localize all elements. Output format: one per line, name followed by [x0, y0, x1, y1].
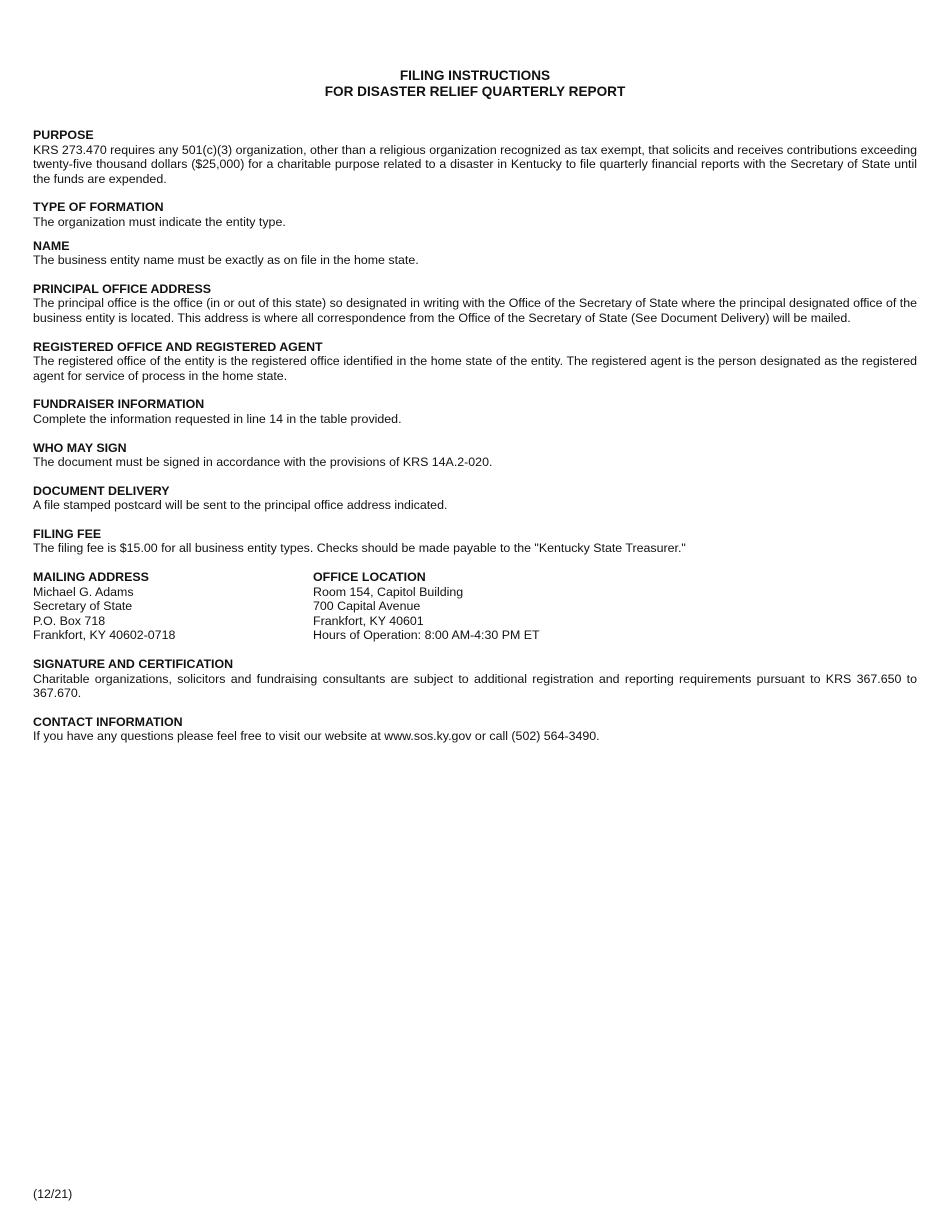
mailing-address-line: Secretary of State [33, 599, 133, 614]
section-signature-certification [33, 657, 917, 701]
section-body: Charitable organizations, solicitors and fundraising consultants are subject to additional registration and reporting requirements pursuant to KRS 367.650 to 367.670. [33, 671, 917, 701]
section-heading: SIGNATURE AND CERTIFICATION [33, 657, 234, 672]
title-line-1: FILING INSTRUCTIONS [399, 68, 551, 83]
section-heading: PURPOSE [33, 128, 94, 142]
office-location-line: 700 Capital Avenue [313, 599, 421, 614]
section-heading: FILING FEE [33, 526, 102, 541]
office-location-heading: OFFICE LOCATION [313, 570, 426, 585]
section-principal-office [33, 282, 917, 326]
document-page [33, 68, 917, 758]
revision-date: (12/21) [33, 1187, 73, 1201]
section-body: KRS 273.470 requires any 501(c)(3) organization, other than a religious organization recognized as tax exempt, that solicits and receives contributions exceeding twenty-five thousand dollars ($25,000) for a charitable purpose related to a disaster in Kentucky to file quarterly financial reports with the Secretary of State until the funds are expended. [33, 142, 917, 186]
office-location-line: Room 154, Capitol Building [313, 584, 464, 599]
section-heading: PRINCIPAL OFFICE ADDRESS [33, 281, 212, 296]
section-heading: REGISTERED OFFICE AND REGISTERED AGENT [33, 339, 323, 354]
mailing-address-line: P.O. Box 718 [33, 613, 106, 628]
address-block [33, 570, 917, 643]
section-heading: TYPE OF FORMATION [33, 200, 164, 215]
section-name [33, 239, 917, 268]
section-heading: CONTACT INFORMATION [33, 714, 183, 729]
section-body: The organization must indicate the entity type. [33, 214, 286, 229]
office-location [313, 570, 917, 643]
mailing-address-line: Michael G. Adams [33, 584, 134, 599]
title-line-2: FOR DISASTER RELIEF QUARTERLY REPORT [324, 83, 626, 99]
mailing-address-line: Frankfort, KY 40602-0718 [33, 628, 176, 643]
section-heading: FUNDRAISER INFORMATION [33, 397, 205, 412]
section-contact-information [33, 715, 917, 744]
section-document-delivery [33, 484, 917, 513]
section-body: The registered office of the entity is the registered office identified in the home state of the entity. The registered agent is the person designated as the registered agent for service of process in the home state. [33, 354, 917, 383]
section-who-may-sign [33, 441, 917, 470]
office-location-line: Hours of Operation: 8:00 AM-4:30 PM ET [313, 628, 540, 643]
mailing-address-heading: MAILING ADDRESS [33, 570, 149, 585]
section-fundraiser-information [33, 397, 917, 426]
section-body: A file stamped postcard will be sent to the principal office address indicated. [33, 498, 448, 513]
document-title [33, 68, 917, 99]
section-body: If you have any questions please feel free to visit our website at www.sos.ky.gov or call (502) 564-3490. [33, 729, 600, 744]
section-heading: DOCUMENT DELIVERY [33, 483, 170, 498]
section-purpose [33, 128, 917, 186]
section-body: Complete the information requested in line 14 in the table provided. [33, 411, 402, 426]
section-body: The filing fee is $15.00 for all business entity types. Checks should be made payable to the "Kentucky State Treasurer." [33, 541, 686, 556]
section-registered-office [33, 340, 917, 384]
section-body: The document must be signed in accordance with the provisions of KRS 14A.2-020. [33, 455, 493, 470]
section-heading: NAME [33, 238, 70, 253]
office-location-line: Frankfort, KY 40601 [313, 613, 424, 628]
section-type-of-formation [33, 200, 917, 229]
section-body: The business entity name must be exactly as on file in the home state. [33, 253, 419, 268]
section-heading: WHO MAY SIGN [33, 440, 127, 455]
section-body: The principal office is the office (in or out of this state) so designated in writing with the Office of the Secretary of State where the principal designated office of the business entity is located. This address is where all correspondence from the Office of the Secretary of State (See Document Delivery) will be mailed. [33, 296, 917, 325]
mailing-address [33, 570, 313, 643]
section-filing-fee [33, 527, 917, 556]
